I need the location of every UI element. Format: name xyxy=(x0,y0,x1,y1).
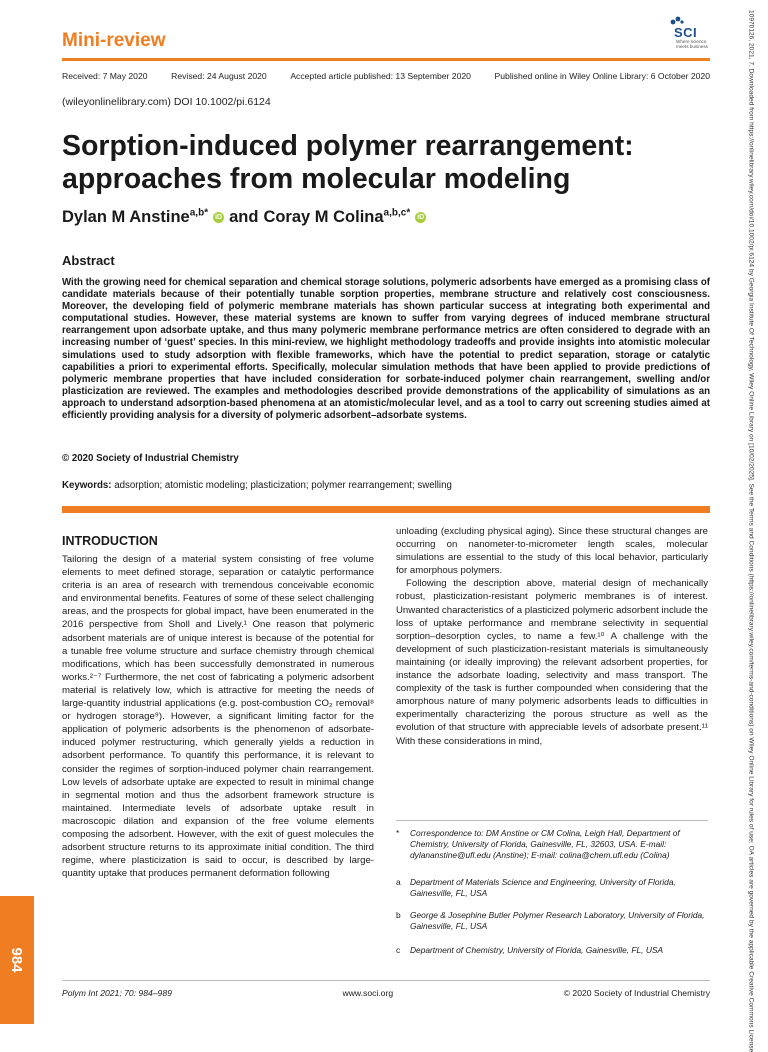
logo-tagline: Where science meets business xyxy=(676,39,708,49)
published-date: Published online in Wiley Online Library: 6 October 2020 xyxy=(494,71,710,81)
keywords-label: Keywords: xyxy=(62,480,112,491)
revised-date: Revised: 24 August 2020 xyxy=(171,71,267,81)
doi[interactable]: (wileyonlinelibrary.com) DOI 10.1002/pi.6124 xyxy=(62,96,271,108)
note-mark: a xyxy=(396,877,401,887)
keywords-list: adsorption; atomistic modeling; plasticization; polymer rearrangement; swelling xyxy=(114,480,452,491)
note-mark: c xyxy=(396,945,401,955)
received-date: Received: 7 May 2020 xyxy=(62,71,148,81)
left-column xyxy=(62,534,374,880)
orcid-icon[interactable]: iD xyxy=(215,214,223,221)
journal-url[interactable]: www.soci.org xyxy=(342,988,394,998)
affiliation-text: Department of Materials Science and Engineering, University of Florida, Gainesville, FL, USA xyxy=(410,877,676,899)
page-number: 984 xyxy=(8,947,26,973)
abstract-body: With the growing need for chemical separation and chemical storage solutions, polymeric adsorbents have emerged as a promising class of candidate materials because of their potentially tunable sorption properties, membrane structure and relatively cost consciousness. Moreover, the developing field of polymeric membrane materials has shown particular success at integrating both experimental and computational studies. However, these material systems are known to suffer from varying degrees of induced membrane structural rearrangement upon adsorbate uptake, and thus many polymeric membrane performance metrics are often considered to degrade with an increasing number of ‘guest’ species. In this mini-review, we highlight methodology tradeoffs and provide insights into atomistic molecular simulations used to study adsorption with flexible frameworks, which have the potential to predict separation, storage or catalytic capabilities a priori to experimental efforts. Specifically, molecular simulation methods that have been applied to provide predictions of polymeric membrane properties that have included consideration for sorbate-induced polymer chain rearrangement, swelling and/or plasticization are reviewed. The examples and methodologies described provide demonstrations of the applicability of simulations as an approach to understand adsorption-based phenomena at an atomistic/molecular level, and as a tool to carry out screening studies aimed at efficiently providing analysis for a diversity of polymeric adsorbent–adsorbate systems. xyxy=(62,277,710,422)
keywords xyxy=(62,480,452,491)
affiliation-text: George & Josephine Butler Polymer Research Laboratory, University of Florida, Gainesville, FL, USA xyxy=(410,910,705,932)
author-1[interactable]: Dylan M Anstine$^{a,b*}$ xyxy=(62,207,209,226)
intro-paragraph-1-continued: unloading (excluding physical aging). Since these structural changes are occurring on nanometer-to-micrometer length scales, molecular simulations are essential to the study of this local behavior, particularly for amorphous polymers. xyxy=(396,526,708,577)
accepted-date: Accepted article published: 13 September 2020 xyxy=(290,71,471,81)
footer-copyright: © 2020 Society of Industrial Chemistry xyxy=(563,988,710,998)
note-mark: b xyxy=(396,910,401,920)
correspondence-text: Correspondence to: DM Anstine or CM Colina, Leigh Hall, Department of Chemistry, University of Florida, Gainesville, FL, 32603, USA. E-mail: dylananstine@ufl.edu (Anstine); E-mail: colina@chem.ufl.edu (Colina) xyxy=(410,828,680,861)
footer-rule xyxy=(62,980,710,981)
author-list xyxy=(62,208,426,227)
author-2[interactable]: Coray M Colina$^{a,b,c*}$ xyxy=(263,207,411,226)
abstract-heading: Abstract xyxy=(62,253,115,268)
footer xyxy=(62,988,710,998)
journal-citation: Polym Int 2021; 70: 984–989 xyxy=(62,988,172,998)
header-rule xyxy=(62,58,710,61)
logo-text: SCI xyxy=(674,25,698,40)
introduction-heading: INTRODUCTION xyxy=(62,534,158,548)
author-connector: and xyxy=(229,208,259,226)
download-sidebar xyxy=(741,10,761,1052)
intro-paragraph-1: Tailoring the design of a material system consisting of free volume elements to meet defined storage, separation or catalytic performance criteria is an area of research with tremendous conceivable economic and environmental benefits. Features of some of these select challenging areas, and the prospects for global impact, have been enumerated in the 2016 perspective from Sholl and Lively.¹ One reason that polymeric adsorbent materials are of unique interest is because of the potential for a tunable free volume structure and surface chemistry through chemical modifications, which has been successfully demonstrated in numerous works.²⁻⁷ Furthermore, the net cost of fabricating a polymeric adsorbent material is relatively low, which is attractive for meeting the needs of large-quantity industrial applications (e.g. post-combustion CO₂ removal⁸ or hydrogen storage⁹). However, a significant limiting factor for the application of polymeric adsorbents is the phenomenon of adsorbate-induced polymer restructuring, which generally yields a reduction in adsorbent performance. To quantify this performance, it is relevant to consider the regimes of sorption-induced polymer chain rearrangement. Low levels of adsorbate uptake are expected to result in minimal change in segmental motion and thus the adsorbent framework structure is maintained. Intermediate levels of adsorbate uptake result in macroscopic dilation and expansion of the free volume elements composing the adsorbent. However, with the exit of guest molecules the adsorbent structure returns to its approximate initial condition. The third regime, where plasticization is said to occur, is described by large-quantity uptake that produces permanent deformation following xyxy=(62,554,374,880)
sidebar-text: 10970126, 2021, 7, Downloaded from https://onlinelibrary.wiley.com/doi/10.1002/pi.6124 by Georgia Institute Of Technology, Wiley Online Library on [10/02/2025]. See the Terms and Conditions (https://onlinelibrary.wiley.com/terms-and-conditions) on Wiley Online Library for rules of use; OA articles are governed by the applicable Creative Commons License xyxy=(747,10,755,1052)
sci-logo xyxy=(664,16,710,50)
section-label: Mini-review xyxy=(62,30,166,51)
abstract-copyright: © 2020 Society of Industrial Chemistry xyxy=(62,453,239,464)
intro-paragraph-2: Following the description above, material design of mechanically robust, plasticization-resistant polymeric membranes is of interest. Unwanted characteristics of a plasticized polymeric adsorbent include the loss of uptake performance and membrane selectivity in sequential sorption–desorption cycles, to name a few.¹⁰ A challenge with the development of such plasticization-resistant materials is simultaneously maintaining (or ideally improving) the relevant adsorbent properties, for instance the adsorbate loading, selectivity and mass transport. The complexity of the task is further compounded when considering that the amorphous nature of many polymeric adsorbents leads to difficulties in experimentally characterizing the porous structure as well as the evolution of that structure with appreciable levels of adsorbate present.¹¹ With these considerations in mind, xyxy=(396,578,708,747)
section-divider xyxy=(62,506,710,513)
article-dates xyxy=(62,71,710,81)
correspondence-note xyxy=(396,828,710,862)
article-title: Sorption-induced polymer rearrangement: approaches from molecular modeling xyxy=(62,130,634,195)
orcid-icon[interactable]: iD xyxy=(417,214,425,221)
note-mark: * xyxy=(396,828,400,838)
footnote-rule xyxy=(396,820,708,821)
affiliation-b xyxy=(396,910,710,932)
right-column xyxy=(396,525,708,748)
affiliation-text: Department of Chemistry, University of Florida, Gainesville, FL, USA xyxy=(410,945,664,955)
affiliation-c xyxy=(396,945,710,956)
affiliation-a xyxy=(396,877,710,899)
